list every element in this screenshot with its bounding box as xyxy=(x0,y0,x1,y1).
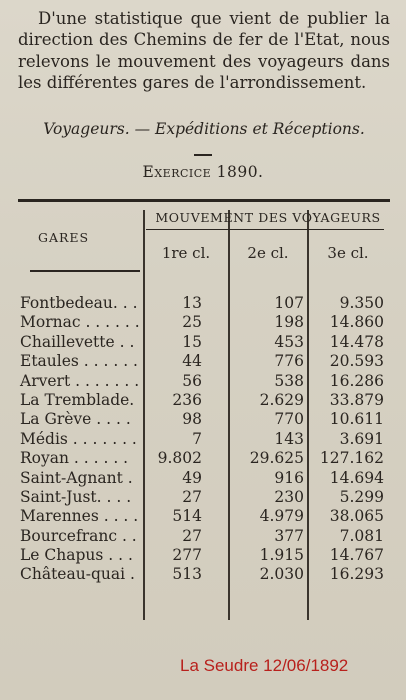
station-name: Château-quai . xyxy=(20,565,135,584)
class1-count: 44 xyxy=(182,352,202,371)
header-gares: GARES xyxy=(38,230,90,245)
class3-count: 14.767 xyxy=(329,546,384,565)
station-name: La Tremblade. xyxy=(20,390,135,409)
table-row xyxy=(0,410,406,429)
source-credit: La Seudre 12/06/1892 xyxy=(180,656,349,675)
class1-count: 25 xyxy=(182,313,202,332)
station-name: Marennes . . . . xyxy=(20,507,139,526)
station-name: Arvert . . . . . . . xyxy=(20,371,140,390)
header-class-1: 1re cl. xyxy=(161,244,211,262)
table-row xyxy=(0,352,406,371)
class1-count: 27 xyxy=(182,487,202,506)
class1-count: 27 xyxy=(182,526,202,545)
class3-count: 127.162 xyxy=(319,449,384,468)
station-name: Saint-Agnant . xyxy=(20,468,133,487)
table-row xyxy=(0,469,406,488)
class1-count: 9.802 xyxy=(157,449,202,468)
table-row xyxy=(0,372,406,391)
table-top-rule xyxy=(18,199,390,202)
class1-count: 513 xyxy=(172,565,202,584)
header-underline xyxy=(30,270,140,272)
class1-count: 15 xyxy=(182,332,202,351)
class3-count: 5.299 xyxy=(339,487,384,506)
class2-count: 453 xyxy=(274,332,304,351)
table-row xyxy=(0,430,406,449)
class3-count: 3.691 xyxy=(339,429,384,448)
station-name: Le Chapus . . . xyxy=(20,546,133,565)
class3-count: 16.293 xyxy=(329,565,384,584)
station-name: Royan . . . . . . xyxy=(20,449,129,468)
table-row xyxy=(0,294,406,313)
class3-count: 9.350 xyxy=(339,294,384,312)
class2-count: 29.625 xyxy=(249,449,304,468)
intro-paragraph: D'une statistique que vient de publier la direction des Chemins de fer de l'Etat, nous relevons le mouvement des voyageurs dans les différentes gares de l'arrondissement. xyxy=(18,9,390,93)
section-subtitle: Voyageurs. — Expéditions et Réceptions. xyxy=(43,120,365,138)
class1-count: 277 xyxy=(172,546,202,565)
class2-count: 230 xyxy=(274,487,304,506)
class3-count: 10.611 xyxy=(329,410,384,429)
class3-count: 14.478 xyxy=(329,332,384,351)
class2-count: 770 xyxy=(274,410,304,429)
exercice-heading: Exercice 1890. xyxy=(142,163,264,181)
station-name: Fontbedeau. . . xyxy=(20,294,138,312)
class3-count: 20.593 xyxy=(329,352,384,371)
class1-count: 98 xyxy=(182,410,202,429)
class3-count: 33.879 xyxy=(329,390,384,409)
class1-count: 236 xyxy=(172,390,202,409)
table-row xyxy=(0,333,406,352)
table-row xyxy=(0,449,406,468)
class1-count: 514 xyxy=(172,507,202,526)
class3-count: 14.860 xyxy=(329,313,384,332)
header-mouvement: MOUVEMENT DES VOYAGEURS xyxy=(155,210,381,225)
class2-count: 776 xyxy=(274,352,304,371)
table-row xyxy=(0,546,406,565)
station-name: Médis . . . . . . . xyxy=(20,429,137,448)
header-brace xyxy=(146,229,384,238)
class2-count: 538 xyxy=(274,371,304,390)
table-body xyxy=(0,294,406,585)
table-row xyxy=(0,527,406,546)
station-name: Etaules . . . . . . xyxy=(20,352,138,371)
class2-count: 2.629 xyxy=(259,390,304,409)
class3-count: 7.081 xyxy=(339,526,384,545)
class1-count: 56 xyxy=(182,371,202,390)
class1-count: 13 xyxy=(182,294,202,312)
class3-count: 14.694 xyxy=(329,468,384,487)
class3-count: 38.065 xyxy=(329,507,384,526)
class1-count: 7 xyxy=(192,429,202,448)
header-class-2: 2e cl. xyxy=(247,244,289,262)
station-name: La Grève . . . . xyxy=(20,410,131,429)
class2-count: 143 xyxy=(274,429,304,448)
table-row xyxy=(0,488,406,507)
table-row xyxy=(0,507,406,526)
class2-count: 198 xyxy=(274,313,304,332)
short-divider xyxy=(194,154,212,156)
class2-count: 1.915 xyxy=(259,546,304,565)
table-row xyxy=(0,313,406,332)
station-name: Chaillevette . . xyxy=(20,332,135,351)
station-name: Bourcefranc . . xyxy=(20,526,137,545)
header-class-3: 3e cl. xyxy=(327,244,369,262)
class3-count: 16.286 xyxy=(329,371,384,390)
table-row xyxy=(0,391,406,410)
class2-count: 916 xyxy=(274,468,304,487)
class2-count: 107 xyxy=(274,294,304,312)
class2-count: 377 xyxy=(274,526,304,545)
class2-count: 2.030 xyxy=(259,565,304,584)
station-name: Mornac . . . . . . xyxy=(20,313,140,332)
class2-count: 4.979 xyxy=(259,507,304,526)
class1-count: 49 xyxy=(182,468,202,487)
station-name: Saint-Just. . . . xyxy=(20,487,132,506)
table-row xyxy=(0,565,406,584)
